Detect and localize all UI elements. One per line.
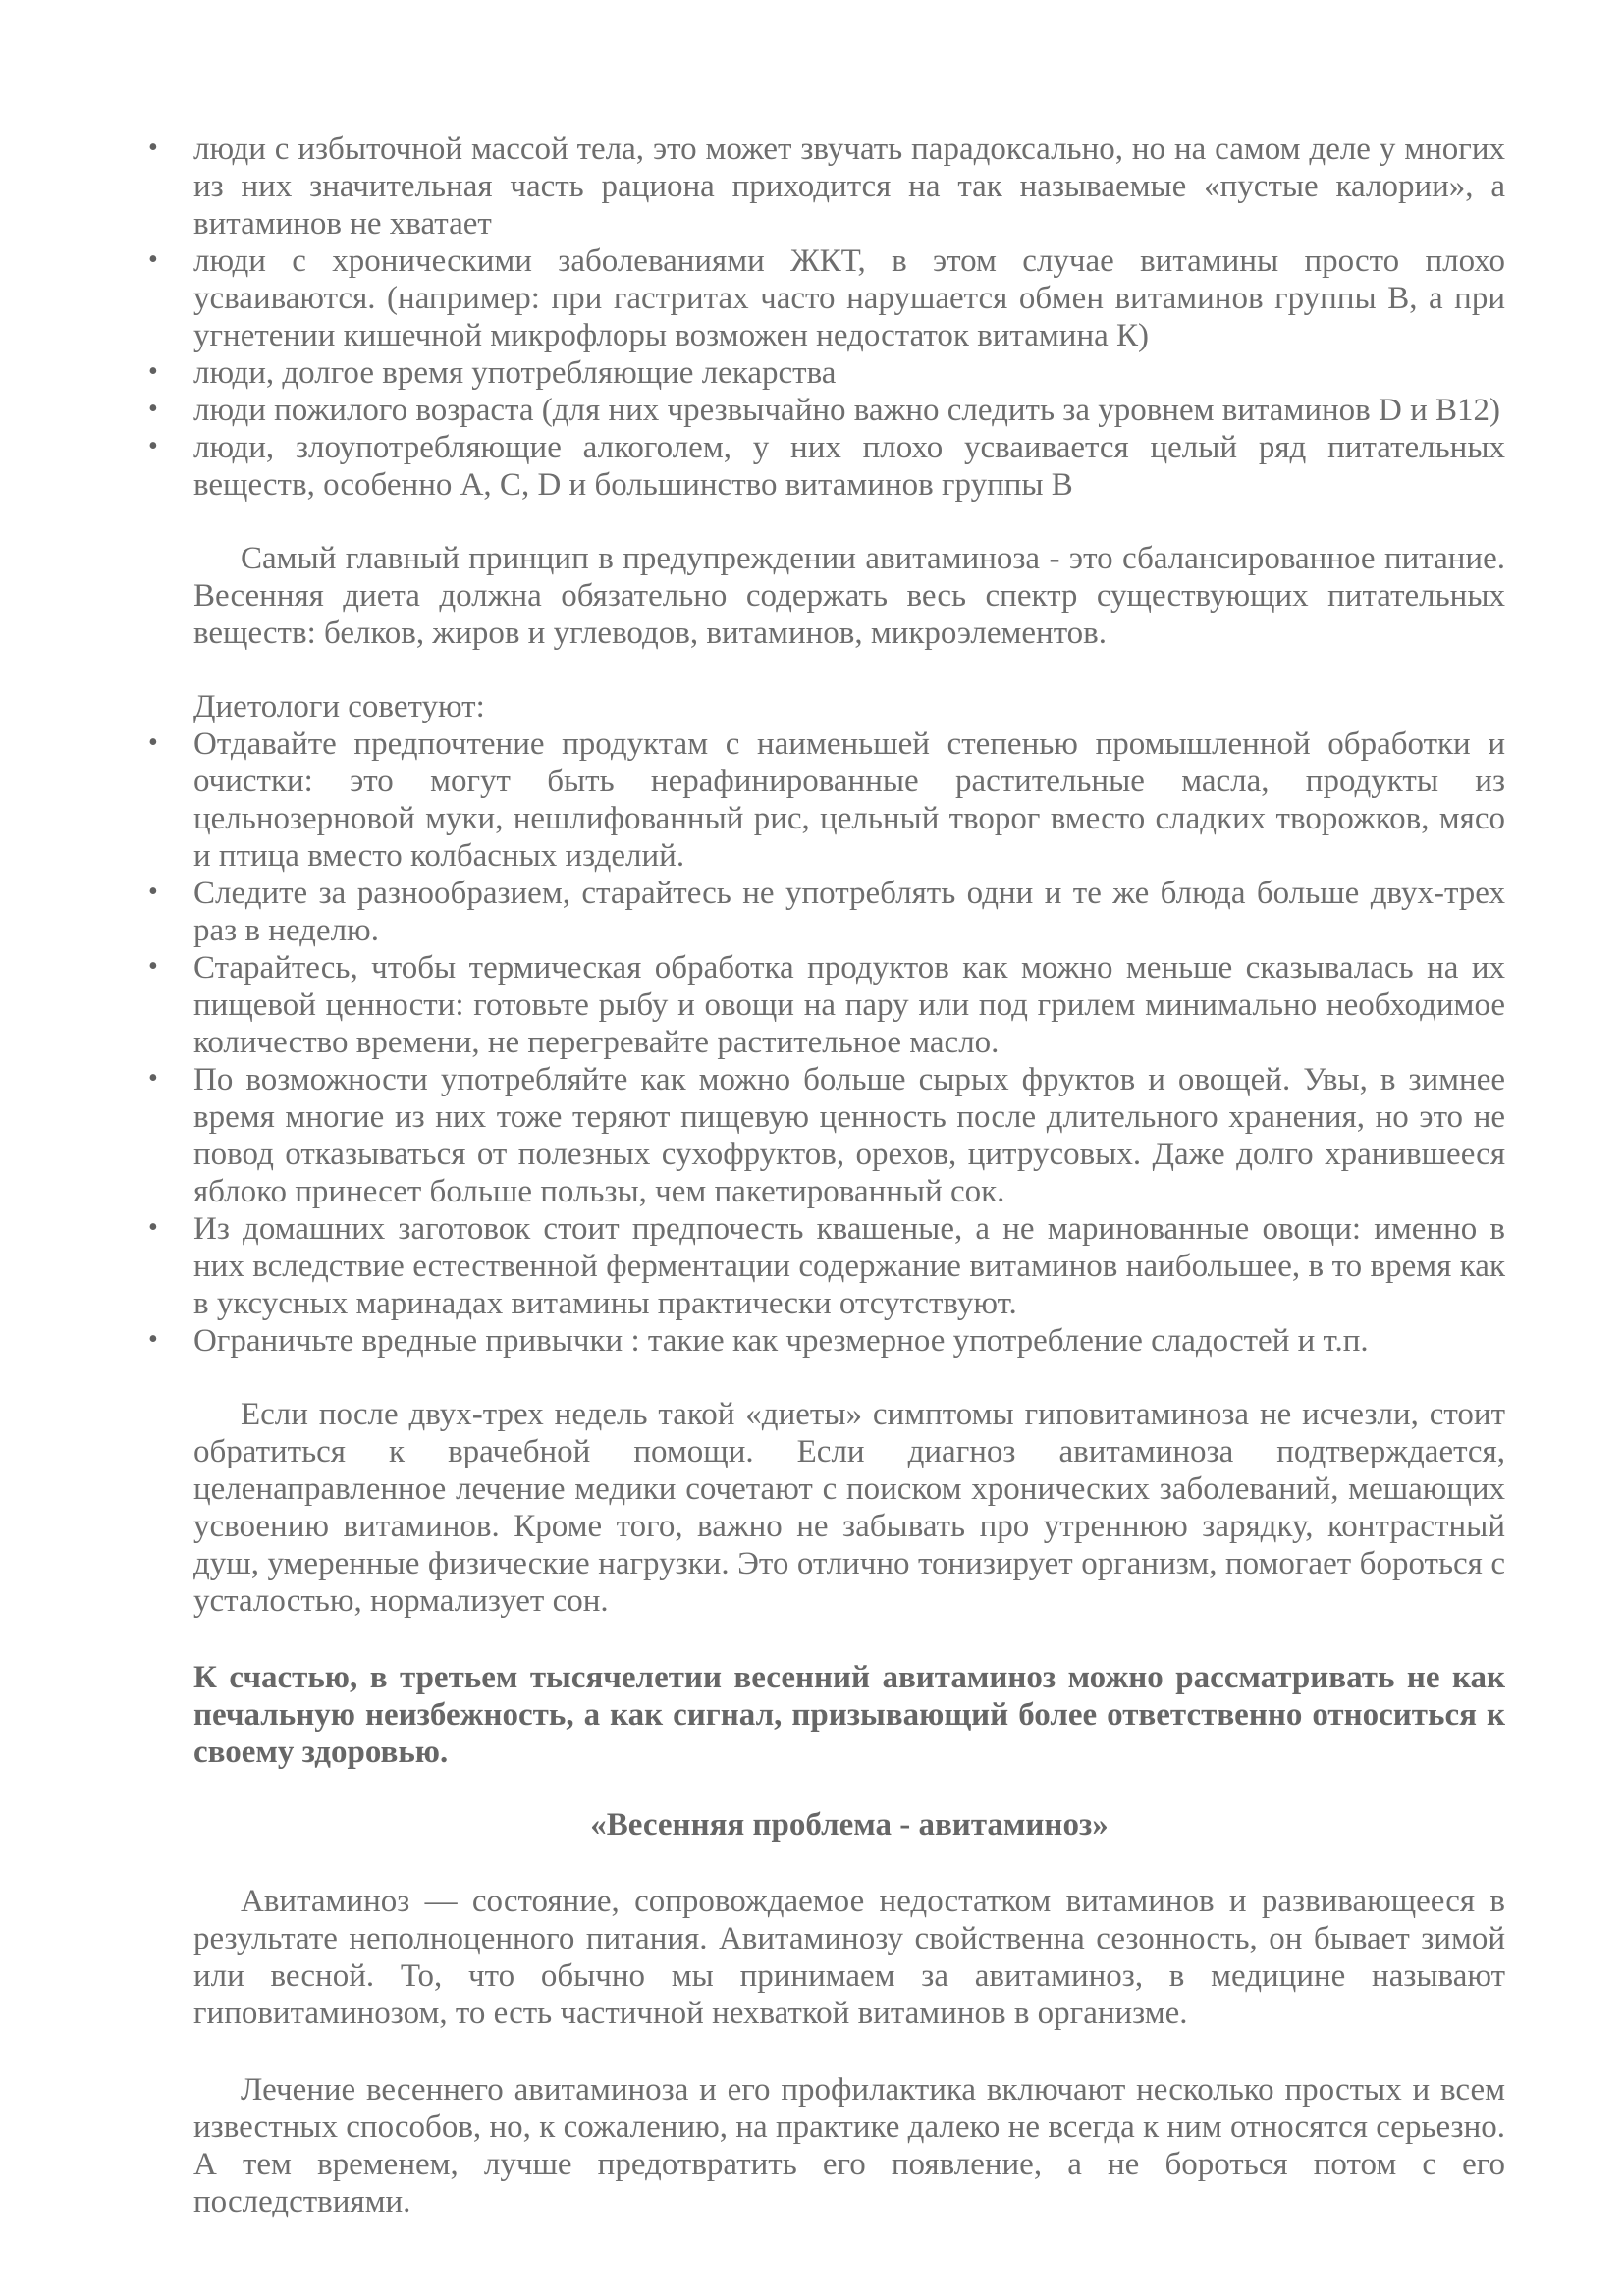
dietitians-advise-label: Диетологи советуют: bbox=[193, 689, 485, 724]
bullet-icon: • bbox=[148, 394, 158, 424]
bullet-icon: • bbox=[148, 431, 158, 461]
list-item bbox=[148, 392, 1505, 429]
list-item bbox=[148, 242, 1505, 354]
list-item-text: Ограничьте вредные привычки : такие как чрезмерное употребление сладостей и т.п. bbox=[193, 1323, 1369, 1359]
list-item bbox=[148, 875, 1505, 949]
bullet-icon: • bbox=[148, 1324, 158, 1355]
paragraph-main-principle: Самый главный принцип в предупреждении авитаминоза - это сбалансированное питание. Весенняя диета должна обязательно содержать весь спектр существующих питательных веществ: белков, жиров и углеводов, витаминов, микроэлементов. bbox=[193, 541, 1505, 651]
risk-groups-list bbox=[148, 131, 1505, 504]
bullet-icon: • bbox=[148, 356, 158, 387]
list-item bbox=[148, 1061, 1505, 1210]
paragraph-avitaminosis-definition: Авитаминоз — состояние, сопровождаемое недостатком витаминов и развивающееся в результате неполноценного питания. Авитаминозу свойственна сезонность, он бывает зимой или весной. То, что обычно мы принимаем за авитаминоз, в медицине называют гиповитаминозом, то есть частичной нехваткой витаминов в организме. bbox=[193, 1884, 1505, 2031]
list-item bbox=[148, 429, 1505, 504]
list-item-text: Старайтесь, чтобы термическая обработка продуктов как можно меньше сказывалась на их пищевой ценности: готовьте рыбу и овощи на пару или под грилем минимально необходимое количество времени, не перегревайте растительное масло. bbox=[193, 950, 1505, 1060]
paragraph-fortunately: К счастью, в третьем тысячелетии весенний авитаминоз можно рассматривать не как печальную неизбежность, а как сигнал, призывающий более ответственно относиться к своему здоровью. bbox=[193, 1660, 1505, 1770]
bullet-icon: • bbox=[148, 1063, 158, 1094]
list-item bbox=[148, 131, 1505, 242]
list-item-text: люди с хроническими заболеваниями ЖКТ, в этом случае витамины просто плохо усваиваются. (например: при гастритах часто нарушается обмен витаминов группы В, а при угнетении кишечной микрофлоры возможен недостаток витамина К) bbox=[193, 243, 1505, 353]
list-item bbox=[148, 1322, 1505, 1360]
list-item-text: Следите за разнообразием, старайтесь не употреблять одни и те же блюда больше двух-трех раз в неделю. bbox=[193, 876, 1505, 948]
list-item-text: Отдавайте предпочтение продуктам с наименьшей степенью промышленной обработки и очистки: это могут быть нерафинированные растительные масла, продукты из цельнозерновой муки, нешлифованный рис, цельный творог вместо сладких творожков, мясо и птица вместо колбасных изделий. bbox=[193, 726, 1505, 874]
bullet-icon: • bbox=[148, 877, 158, 907]
bullet-icon: • bbox=[148, 133, 158, 163]
list-item-text: По возможности употребляйте как можно больше сырых фруктов и овощей. Увы, в зимнее время многие из них тоже теряют пищевую ценность после длительного хранения, но это не повод отказываться от полезных сухофруктов, орехов, цитрусовых. Даже долго хранившееся яблоко принесет больше пользы, чем пакетированный сок. bbox=[193, 1062, 1505, 1209]
list-item bbox=[148, 725, 1505, 875]
bullet-icon: • bbox=[148, 244, 158, 275]
paragraph-if-symptoms: Если после двух-трех недель такой «диеты» симптомы гиповитаминоза не исчезли, стоит обратиться к врачебной помощи. Если диагноз авитаминоза подтверждается, целенаправленное лечение медики сочетают с поиском хронических заболеваний, мешающих усвоению витаминов. Кроме того, важно не забывать про утреннюю зарядку, контрастный душ, умеренные физические нагрузки. Это отлично тонизирует организм, помогает бороться с усталостью, нормализует сон. bbox=[193, 1397, 1505, 1619]
list-item-text: люди с избыточной массой тела, это может звучать парадоксально, но на самом деле у многих из них значительная часть рациона приходится на так называемые «пустые калории», а витаминов не хватает bbox=[193, 132, 1505, 241]
bullet-icon: • bbox=[148, 951, 158, 982]
bullet-icon: • bbox=[148, 727, 158, 758]
list-item bbox=[148, 354, 1505, 392]
list-item-text: люди пожилого возраста (для них чрезвычайно важно следить за уровнем витаминов D и В12) bbox=[193, 393, 1500, 428]
page-title: «Весенняя проблема - авитаминоз» bbox=[590, 1807, 1109, 1842]
list-item-text: люди, злоупотребляющие алкоголем, у них плохо усваивается целый ряд питательных веществ, особенно А, С, D и большинство витаминов группы В bbox=[193, 430, 1505, 503]
advice-list bbox=[148, 725, 1505, 1360]
list-item bbox=[148, 949, 1505, 1061]
bullet-icon: • bbox=[148, 1212, 158, 1243]
list-item bbox=[148, 1210, 1505, 1322]
paragraph-treatment: Лечение весеннего авитаминоза и его профилактика включают несколько простых и всем известных способов, но, к сожалению, на практике далеко не всегда к ним относятся серьезно. А тем временем, лучше предотвратить его появление, а не бороться потом с его последствиями. bbox=[193, 2072, 1505, 2219]
list-item-text: люди, долгое время употребляющие лекарства bbox=[193, 355, 837, 391]
list-item-text: Из домашних заготовок стоит предпочесть квашеные, а не маринованные овощи: именно в них вследствие естественной ферментации содержание витаминов наибольшее, в то время как в уксусных маринадах витамины практически отсутствуют. bbox=[193, 1211, 1505, 1321]
